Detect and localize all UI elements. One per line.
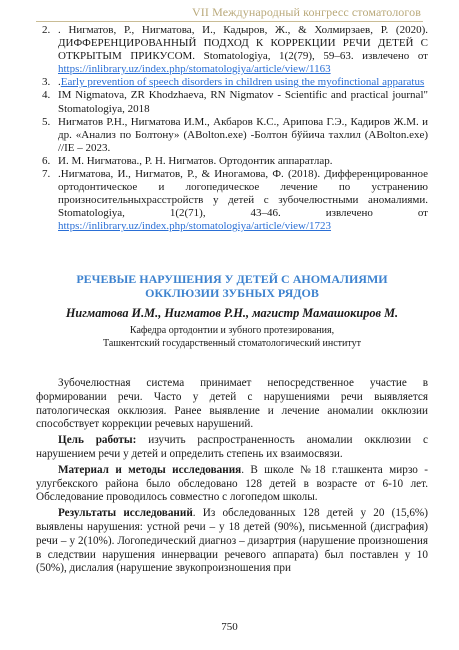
intro-paragraph: Зубочелюстная система принимает непосредственное участие в формировании речи. Часто у детей с нарушениями речи выявляется патологическая окклюзия. Ранее выявление и лечение аномалии окклюзии способствует коррекции речевых нарушений. bbox=[36, 377, 428, 431]
reference-link[interactable]: https://inlibrary.uz/index.php/stomatologiya/article/view/1163 bbox=[58, 63, 331, 76]
results-paragraph bbox=[36, 507, 428, 576]
affiliation-line: Ташкентский государственный стоматологический институт bbox=[102, 338, 362, 349]
reference-text bbox=[58, 76, 428, 89]
methods-label: Материал и методы исследования bbox=[58, 463, 242, 476]
affiliation bbox=[36, 324, 428, 350]
reference-item bbox=[36, 155, 428, 168]
goal-text: изучить распространенность аномалии окклюзии с нарушением речи у детей и определить степень их взаимосвязи. bbox=[36, 434, 428, 460]
reference-text: Нигматов Р.Н., Нигматова И.М., Акбаров К.С., Арипова Г.Э., Кадиров Ж.М. и др. «Анализ по Болтону» (ABolton.exe) -Болтон бўйича тахлил (ABolton.exe) //IE – 2023. bbox=[58, 115, 428, 154]
article-title-line: РЕЧЕВЫЕ НАРУШЕНИЯ У ДЕТЕЙ С АНОМАЛИЯМИ bbox=[76, 272, 388, 286]
reference-text: И. М. Нигматова., Р. Н. Нигматов. Ортодонтик аппаратлар. bbox=[58, 154, 333, 167]
results-label: Результаты исследований bbox=[58, 507, 193, 520]
article-title bbox=[36, 272, 428, 300]
reference-number: 4. bbox=[42, 89, 51, 102]
reference-body: . bbox=[58, 76, 61, 89]
methods-text: . В школе №18 г.ташкента мирзо - улугбекского района было обследовано 128 детей в возрасте от 6-10 лет. Обследование проводилось совместно с логопедом школы. bbox=[36, 463, 429, 504]
reference-link[interactable]: https://inlibrary.uz/index.php/stomatologiya/article/view/1723 bbox=[58, 220, 332, 233]
reference-link[interactable]: Early prevention of speech disorders in children using the myofinctional apparatus bbox=[60, 76, 425, 89]
reference-number: 2. bbox=[42, 24, 51, 36]
reference-number: 7. bbox=[42, 168, 51, 181]
reference-item bbox=[36, 89, 428, 115]
goal-paragraph bbox=[36, 434, 428, 462]
header-divider bbox=[36, 21, 423, 22]
reference-body: . Нигматов, Р., Нигматова, И., Кадыров, Ж., & Холмирзаев, Р. (2020). ДИФФЕРЕНЦИРОВАННЫЙ ПОДХОД К КОРРЕКЦИИ РЕЧИ ДЕТЕЙ С ОТКРЫТЫМ ПРИКУСОМ. Stomatologiya, 1(2(79), 59–63. извлечено от bbox=[58, 24, 428, 63]
reference-item bbox=[36, 116, 428, 155]
running-header: VII Международный конгресс стоматологов bbox=[192, 5, 421, 19]
goal-label: Цель работы: bbox=[58, 434, 137, 447]
reference-number: 6. bbox=[42, 154, 51, 167]
affiliation-line: Кафедра ортодонтии и зубного протезирования, bbox=[129, 325, 335, 336]
results-text: . Из обследованных 128 детей у 20 (15,6%) выявлены нарушения: устной речи – у 18 детей (90%), письменной (дисграфия) речи – у 2(10%). Логопедический диагноз – дизартрия (нарушение произношения в следствии нарушения иннервации речевого аппарата) был поставлен у 10 (50%), дислалия (нарушение звукопроизношения при bbox=[36, 507, 428, 575]
reference-number: 5. bbox=[42, 115, 51, 128]
methods-paragraph bbox=[36, 464, 428, 505]
reference-text: IM Nigmatova, ZR Khodzhaeva, RN Nigmatov - Scientific and practical journal" Stomatologiya, 2018 bbox=[58, 89, 428, 115]
article-authors: Нигматова И.М., Нигматов Р.Н., магистр Мамашокиров М. bbox=[65, 306, 399, 320]
article-body bbox=[36, 377, 428, 576]
reference-text bbox=[58, 24, 428, 76]
reference-list bbox=[36, 24, 428, 234]
reference-item bbox=[36, 24, 428, 76]
reference-number: 3. bbox=[42, 76, 51, 89]
reference-item bbox=[36, 76, 428, 89]
reference-body: .Нигматова, И., Нигматов, Р., & Иногамова, Ф. (2018). Дифференцированное ортодонтическое и логопедическое лечение по устранению произносительныхрасстройств у детей с зубочелюстными аномалиями. Stomatologiya, 1(2(71), 43–46. извлечено от bbox=[58, 168, 428, 220]
page-number: 750 bbox=[221, 621, 238, 633]
reference-item bbox=[36, 168, 428, 233]
article-title-line: ОККЛЮЗИИ ЗУБНЫХ РЯДОВ bbox=[145, 286, 319, 300]
reference-text bbox=[58, 168, 428, 233]
